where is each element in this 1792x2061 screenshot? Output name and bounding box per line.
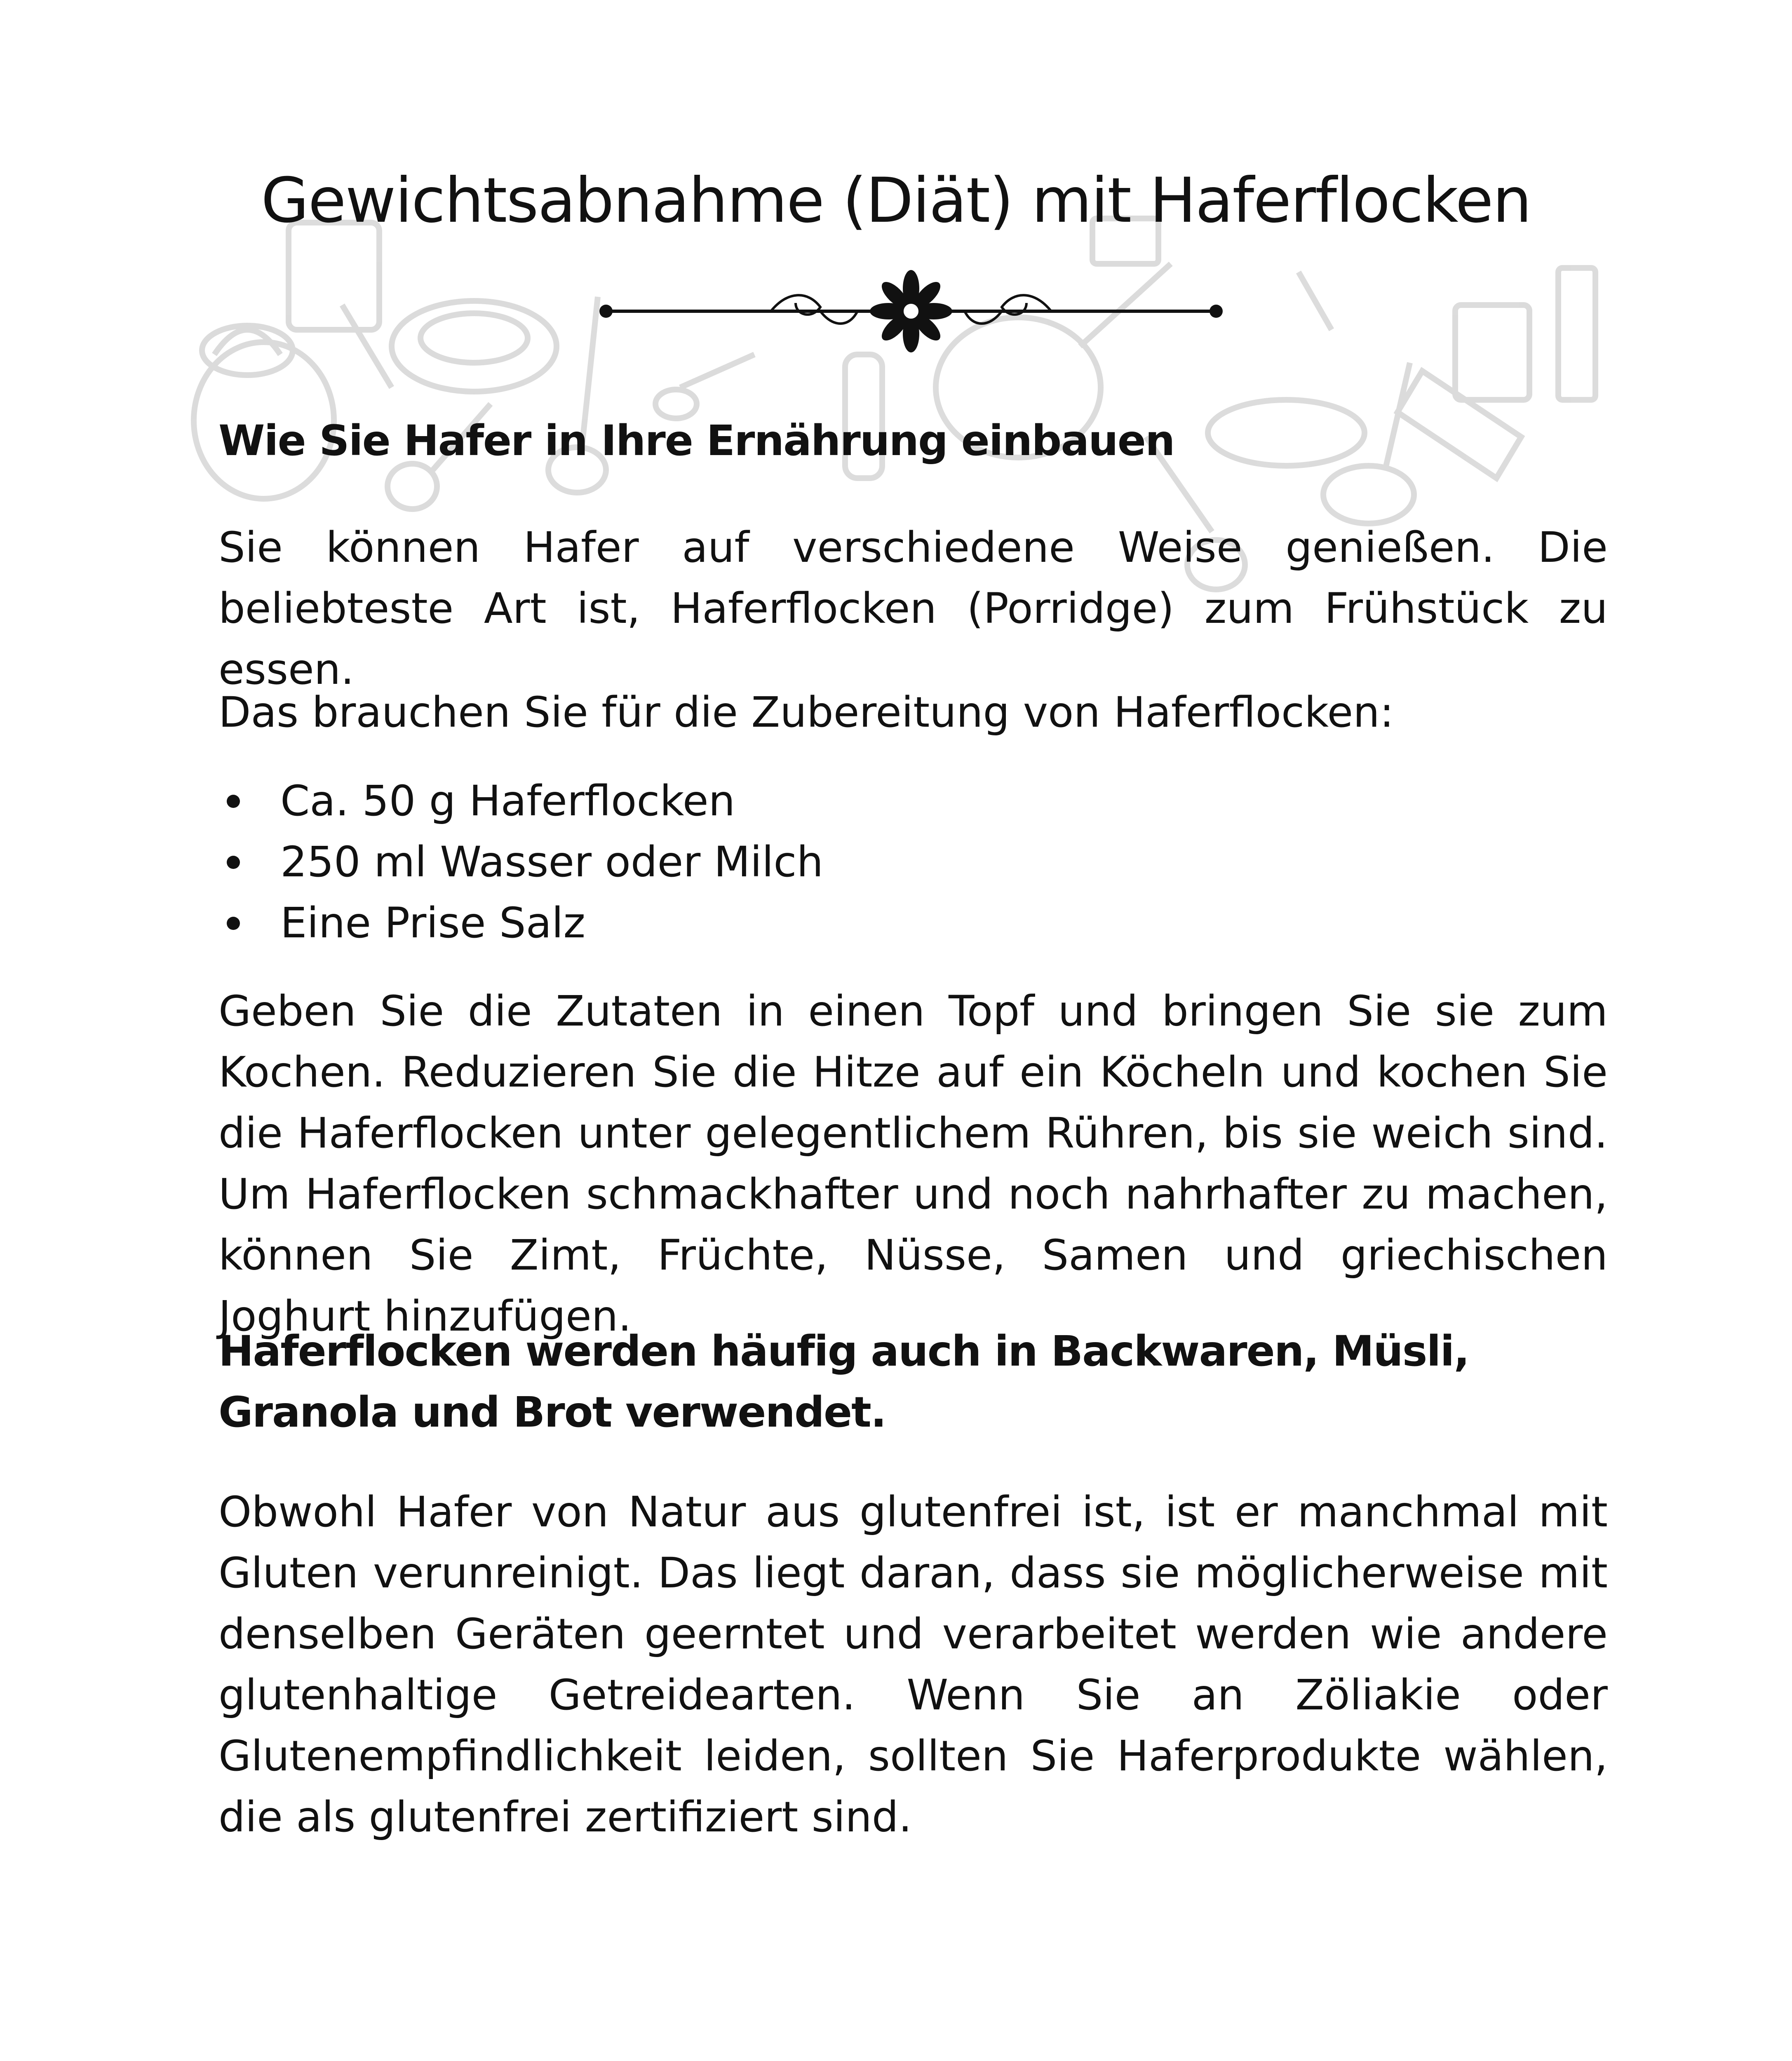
section-heading: Wie Sie Hafer in Ihre Ernährung einbauen xyxy=(218,416,1174,465)
bullet-icon xyxy=(227,917,240,930)
bullet-icon xyxy=(227,856,240,869)
decorative-divider xyxy=(598,270,1224,352)
ingredient-text: 250 ml Wasser oder Milch xyxy=(280,838,824,887)
ingredient-list xyxy=(218,771,1608,954)
ingredients-intro: Das brauchen Sie für die Zubereitung von Haferflocken: xyxy=(218,688,1394,737)
list-item xyxy=(218,771,1608,832)
preparation-paragraph: Geben Sie die Zutaten in einen Topf und bringen Sie sie zum Kochen. Reduzieren Sie die Hitze auf ein Köcheln und kochen Sie die Haferflocken unter gelegentlichem Rühren, bis sie weich sind. Um Haferflocken schmackhafter und noch nahrhafter zu machen, können Sie Zimt, Früchte, Nüsse, Samen und griechischen Joghurt hinzufügen. xyxy=(218,987,1608,1341)
page-title: Gewichtsabnahme (Diät) mit Haferflocken xyxy=(261,165,1531,237)
list-item xyxy=(218,832,1608,893)
bold-statement: Haferflocken werden häufig auch in Backwaren, Müsli, Granola und Brot verwendet. xyxy=(218,1327,1469,1437)
intro-paragraph: Sie können Hafer auf verschiedene Weise genießen. Die beliebteste Art ist, Haferflocken (Porridge) zum Frühstück zu essen. xyxy=(218,523,1608,694)
ingredient-text: Ca. 50 g Haferflocken xyxy=(280,777,735,826)
bullet-icon xyxy=(227,795,240,808)
gluten-paragraph: Obwohl Hafer von Natur aus glutenfrei ist, ist er manchmal mit Gluten verunreinigt. Das liegt daran, dass sie möglicherweise mit denselben Geräten geerntet und verarbeitet werden wie andere glutenhaltige Getreidearten. Wenn Sie an Zöliakie oder Glutenempfindlichkeit leiden, sollten Sie Haferprodukte wählen, die als glutenfrei zertifiziert sind. xyxy=(218,1488,1608,1842)
list-item xyxy=(218,893,1608,954)
kitchen-utensils-background-bottom xyxy=(0,2045,1792,2061)
ingredient-text: Eine Prise Salz xyxy=(280,899,586,948)
